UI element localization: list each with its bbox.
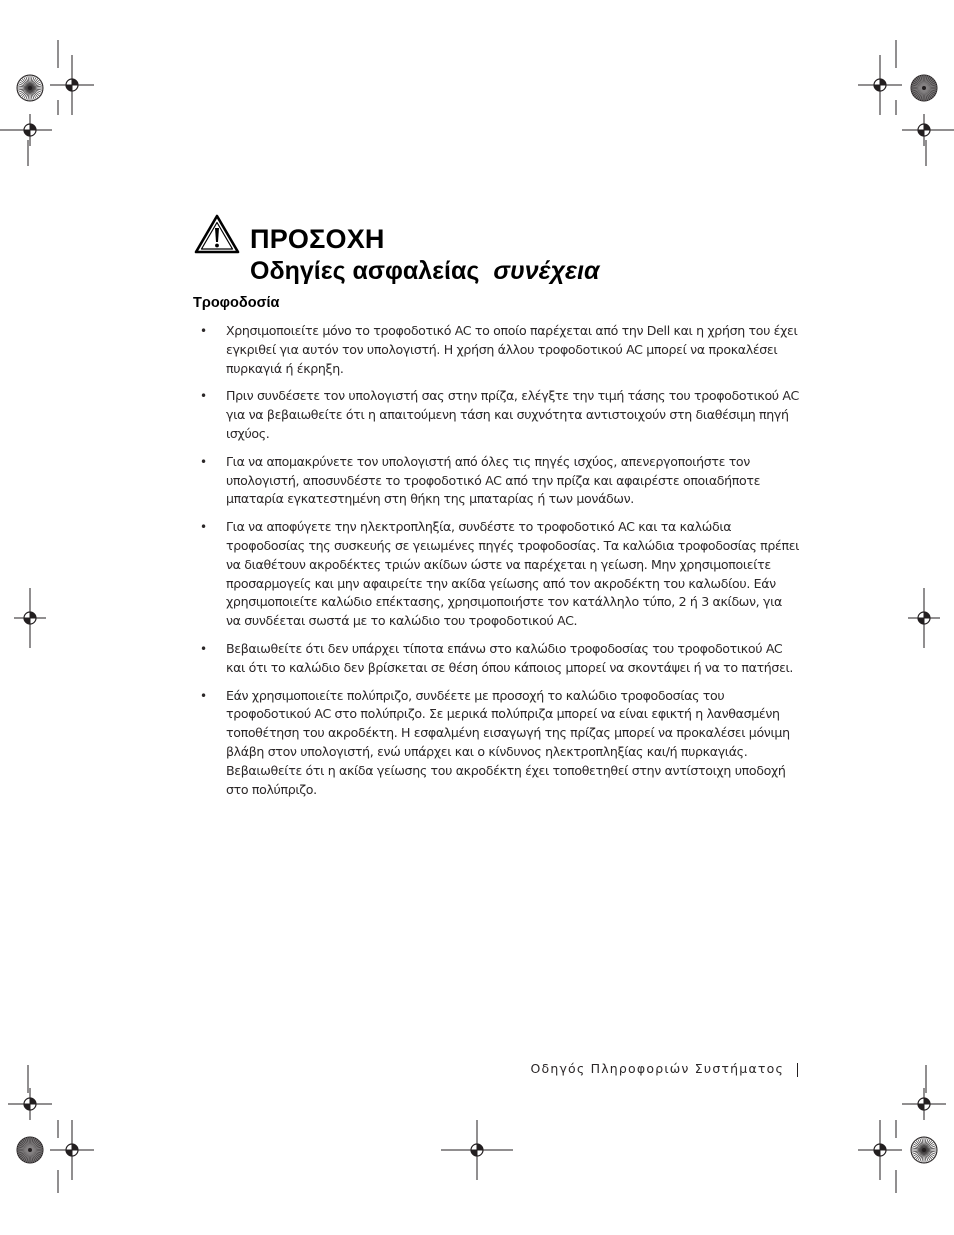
bullet-glyph: • [200,520,207,535]
list-item [200,518,800,631]
section-title: Τροφοδοσία [193,295,280,311]
footer-guide-title: Οδηγός Πληροφοριών Συστήματος [530,1061,784,1076]
bullet-glyph: • [200,688,207,703]
bullet-glyph: • [200,324,207,338]
warning-triangle-icon [194,214,240,254]
heading-continued: συνέχεια [493,257,600,285]
heading-subtitle-line [250,256,599,286]
bullet-list [200,322,800,808]
registration-mark-icon [50,55,94,115]
registration-mark-icon [8,114,52,146]
list-item-text: Για να απομακρύνετε τον υπολογιστή από όλες τις πηγές ισχύος, απενεργοποιήστε τον υπολογιστή, αποσυνδέστε το τροφοδοτικό AC από την πρίζα και αφαιρέστε οποιαδήποτε μπαταρία εγκατεστημένη στη θήκη της μπαταρίας ή των μονάδων. [226,453,761,507]
registration-mark-icon [902,114,946,146]
registration-mark-icon [8,1088,52,1120]
list-item [200,687,800,800]
registration-mark-icon [50,1120,94,1180]
list-item [200,322,800,378]
registration-mark-icon [441,1120,513,1180]
registration-mark-icon [858,55,902,115]
list-item-text: Εάν χρησιμοποιείτε πολύπριζο, συνδέετε με προσοχή το καλώδιο τροφοδοσίας του τροφοδοτικού AC στο πολύπριζο. Σε μερικά πολύπριζα μπορεί να είναι εφικτή η λανθασμένη τοποθέτηση του ακροδέκτη. Η εσφαλμένη εισαγωγή της πρίζας μπορεί να προκαλέσει μόνιμη βλάβη στον υπολογιστή, ενώ υπάρχει και ο κίνδυνος ηλεκτροπληξίας και/ή πυρκαγιάς. Βεβαιωθείτε ότι η ακίδα γείωσης του ακροδέκτη έχει τοποθετηθεί στην αντίστοιχη υποδοχή στο πολύπριζο. [226,687,790,797]
page-heading [250,224,599,286]
list-item [200,640,800,678]
bullet-glyph: • [200,389,207,404]
registration-star-icon [911,1137,937,1163]
list-item-text: Πριν συνδέσετε τον υπολογιστή σας στην πρίζα, ελέγξτε την τιμή τάσης του τροφοδοτικού AC για να βεβαιωθείτε ότι η απαιτούμενη τάση και συχνότητα αντιστοιχούν στη διαθέσιμη πηγή ισχύος. [226,388,799,441]
list-item [200,453,800,509]
heading-subtitle: Οδηγίες ασφαλείας [250,257,480,285]
list-item-text: Χρησιμοποιείτε μόνο το τροφοδοτικό AC το οποίο παρέχεται από την Dell και η χρήση του έχει εγκριθεί για αυτόν τον υπολογιστή. Η χρήση άλλου τροφοδοτικού AC μπορεί να προκαλέσει πυρκαγιά ή έκρηξη. [226,323,798,376]
bullet-glyph: • [200,641,207,656]
registration-mark-icon [908,588,940,648]
registration-mark-icon [14,588,46,648]
registration-star-icon [911,75,937,101]
heading-title: ΠΡΟΣΟΧΗ [250,224,385,254]
registration-star-icon [17,75,43,101]
list-item-text: Για να αποφύγετε την ηλεκτροπληξία, συνδέστε το τροφοδοτικό AC και τα καλώδια τροφοδοσίας της συσκευής σε γειωμένες πηγές τροφοδοσίας. Τα καλώδια τροφοδοσίας πρέπει να διαθέτουν ακροδέκτες τριών ακίδων ώστε να παρέχεται η γείωση. Μην χρησιμοποιείτε προσαρμογείς και μην αφαιρείτε την ακίδα γείωσης από τον ακροδέκτη του καλωδίου. Εάν χρησιμοποιείτε καλώδιο επέκτασης, χρησιμοποιήστε τον κατάλληλο τύπο, 2 ή 3 ακίδων, για να συνδέεται σωστά με το καλώδιο του τροφοδοτικού AC. [226,519,800,629]
registration-star-icon [17,1137,43,1163]
list-item-text: Βεβαιωθείτε ότι δεν υπάρχει τίποτα επάνω στο καλώδιο τροφοδοσίας του τροφοδοτικού AC και ότι το καλώδιο δεν βρίσκεται σε θέση όπου κάποιος μπορεί να σκοντάψει ή να το πατήσει. [226,640,794,675]
list-item [200,387,800,443]
bullet-glyph: • [200,454,207,469]
registration-mark-icon [858,1120,902,1180]
registration-mark-icon [902,1088,946,1120]
footer-divider [797,1063,798,1077]
